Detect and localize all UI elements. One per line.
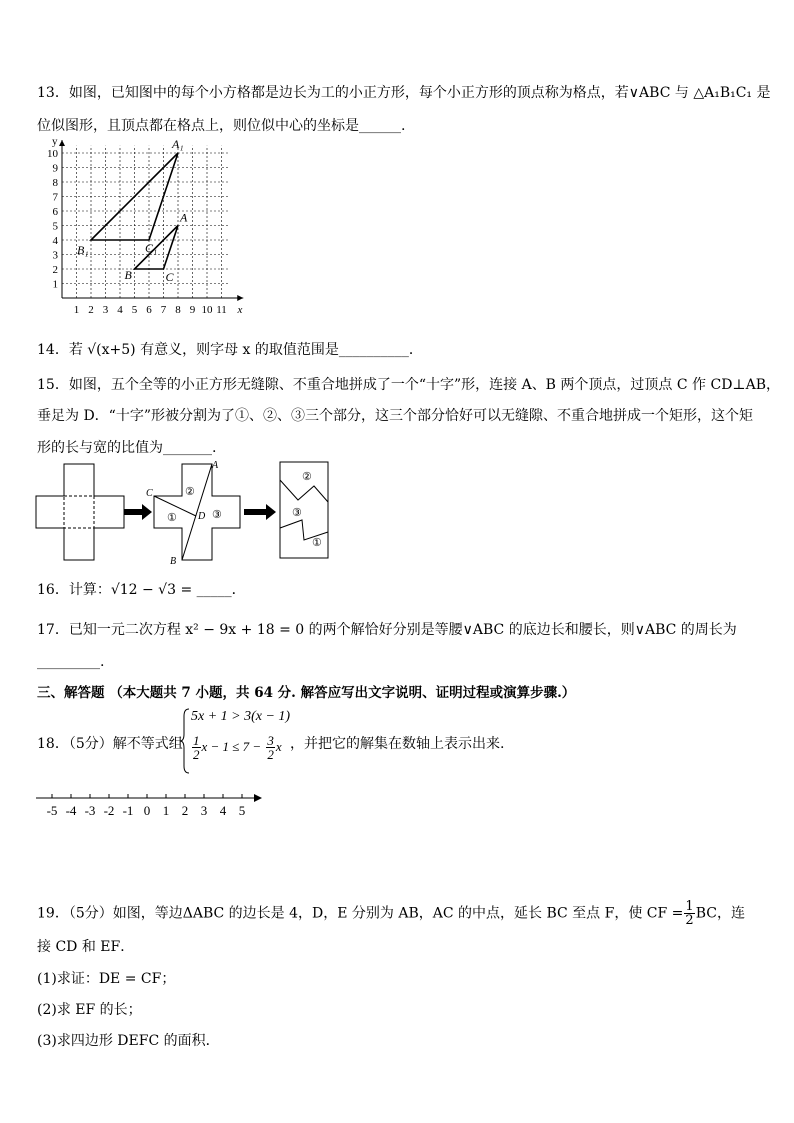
q19-sub-1: (1)求证：DE = CF； <box>37 971 176 987</box>
cross-figure <box>36 458 336 566</box>
q19-sub-2: (2)求 EF 的长； <box>37 1002 142 1018</box>
part-3-label: ③ <box>212 509 222 521</box>
rect-part-3: ③ <box>292 507 302 519</box>
point-label-b: B <box>124 268 132 282</box>
fraction-three-halves: $\frac{3}{2}$ <box>267 733 274 762</box>
x-tick-label: 1 <box>73 304 80 316</box>
axes <box>59 140 243 301</box>
y-tick-label: 3 <box>52 249 58 262</box>
brace-icon <box>180 708 190 774</box>
number-line-label: 4 <box>219 803 227 818</box>
y-tick-label: 1 <box>52 278 58 291</box>
x-tick-label: 5 <box>131 304 138 316</box>
q14 <box>37 339 423 359</box>
q17-line2: _________. <box>37 654 105 670</box>
label-d: D <box>198 511 206 522</box>
q13-line2: 位似图形，且顶点都在格点上，则位似中心的坐标是______. <box>37 118 406 134</box>
section-3-heading: 三、解答题 （本大题共 7 小题，共 64 分. 解答应写出文字说明、证明过程或演算步骤.） <box>37 685 576 701</box>
q14-text: 14．若 √(x+5) 有意义，则字母 x 的取值范围是__________． <box>37 342 423 358</box>
number-line-marks <box>36 794 262 818</box>
q15-line2: 垂足为 D．“十字”形被分割为了①、②、③三个部分，这三个部分恰好可以无缝隙、不重合地拼成一个矩形，这个矩 <box>37 408 753 424</box>
q18-inequality-1: 5x + 1 > 3(x − 1) <box>191 709 291 724</box>
x-tick-label: 6 <box>146 304 152 316</box>
x-tick-label: 11 <box>216 304 227 316</box>
q18-inequality-2: $\frac{1}{2}$ x − 1 ≤ 7 − $\frac{3}{2}$ x <box>193 733 282 762</box>
triangle-a1b1c1 <box>91 153 178 240</box>
number-line <box>36 790 272 824</box>
x-axis-label: x <box>237 304 243 316</box>
rect-part-2: ② <box>302 471 312 483</box>
x-tick-label: 3 <box>102 304 109 316</box>
label-b: B <box>170 556 177 567</box>
point-label-c1: C₁ <box>145 241 158 255</box>
x-tick-label: 4 <box>117 304 123 316</box>
point-label-a: A <box>180 210 188 225</box>
q13-line1: 13．如图，已知图中的每个小方格都是边长为工的小正方形，每个小正方形的顶点称为格点，若∨ABC 与 △A₁B₁C₁ 是 <box>37 85 771 101</box>
part-2-label: ② <box>185 486 195 498</box>
y-tick-label: 8 <box>52 177 58 189</box>
number-line-label: -1 <box>122 803 134 818</box>
number-line-label: -3 <box>84 803 96 818</box>
point-label-a1: A₁ <box>172 137 184 151</box>
number-line-arrow-icon <box>254 794 262 802</box>
q15-line1: 15．如图，五个全等的小正方形无缝隙、不重合地拼成了一个“十字”形，连接 A、B 两个顶点，过顶点 C 作 CD⊥AB， <box>37 377 780 393</box>
y-tick-label: 2 <box>52 264 58 276</box>
y-axis-arrow-icon <box>59 140 65 146</box>
q17-line1: 17．已知一元二次方程 x² − 9x + 18 = 0 的两个解恰好分别是等腰∨ABC 的底边长和腰长，则∨ABC 的周长为 <box>37 622 737 638</box>
arrow-icon <box>124 504 152 520</box>
x-tick-label: 9 <box>189 304 196 316</box>
label-a: A <box>212 460 219 471</box>
number-line-label: -5 <box>46 803 58 818</box>
y-tick-label: 10 <box>47 148 58 160</box>
grid-lines <box>62 146 229 298</box>
y-tick-label: 7 <box>52 191 58 204</box>
cross-shape-left <box>36 464 124 560</box>
number-line-label: 5 <box>238 803 246 818</box>
coordinate-grid-figure <box>28 135 258 320</box>
label-c: C <box>146 488 153 499</box>
y-tick-label: 4 <box>52 235 58 247</box>
q16: 16．计算：√12 − √3 = _____． <box>37 582 246 598</box>
y-axis-label: y <box>52 135 58 148</box>
point-label-c: C <box>165 270 174 284</box>
q18-suffix: ，并把它的解集在数轴上表示出来. <box>290 736 505 752</box>
number-line-label: 0 <box>143 803 151 818</box>
fraction-half: $\frac{1}{2}$ <box>685 899 694 928</box>
rect-part-1: ① <box>312 537 322 549</box>
x-tick-label: 2 <box>88 304 94 316</box>
number-line-label: 3 <box>200 803 208 818</box>
fraction-half: $\frac{1}{2}$ <box>193 733 200 762</box>
q19-sub-3: (3)求四边形 DEFC 的面积． <box>37 1033 220 1049</box>
x-tick-label: 7 <box>160 304 167 316</box>
number-line-label: -2 <box>103 803 115 818</box>
y-tick-label: 6 <box>52 206 58 218</box>
q15-line3: 形的长与宽的比值为_______. <box>37 440 217 456</box>
number-line-label: -4 <box>65 803 77 818</box>
q19-line2: 接 CD 和 EF． <box>37 939 135 955</box>
x-axis-arrow-icon <box>237 295 243 301</box>
point-label-b1: B₁ <box>77 243 89 257</box>
q19-line1: 19．（5分）如图，等边ΔABC 的边长是 4，D，E 分别为 AB，AC 的中点，延长 BC 至点 F，使 CF = $\frac{1}{2}$ BC，连 <box>37 899 745 928</box>
q18-prefix: 18．（5分）解不等式组 <box>37 736 183 752</box>
number-line-label: 1 <box>162 803 170 818</box>
x-tick-label: 8 <box>175 304 181 316</box>
arrow-icon <box>244 504 276 520</box>
y-tick-label: 5 <box>52 220 58 233</box>
number-line-label: 2 <box>181 803 189 818</box>
y-tick-label: 9 <box>52 162 58 175</box>
part-1-label: ① <box>167 512 177 524</box>
x-tick-label: 10 <box>201 304 213 316</box>
